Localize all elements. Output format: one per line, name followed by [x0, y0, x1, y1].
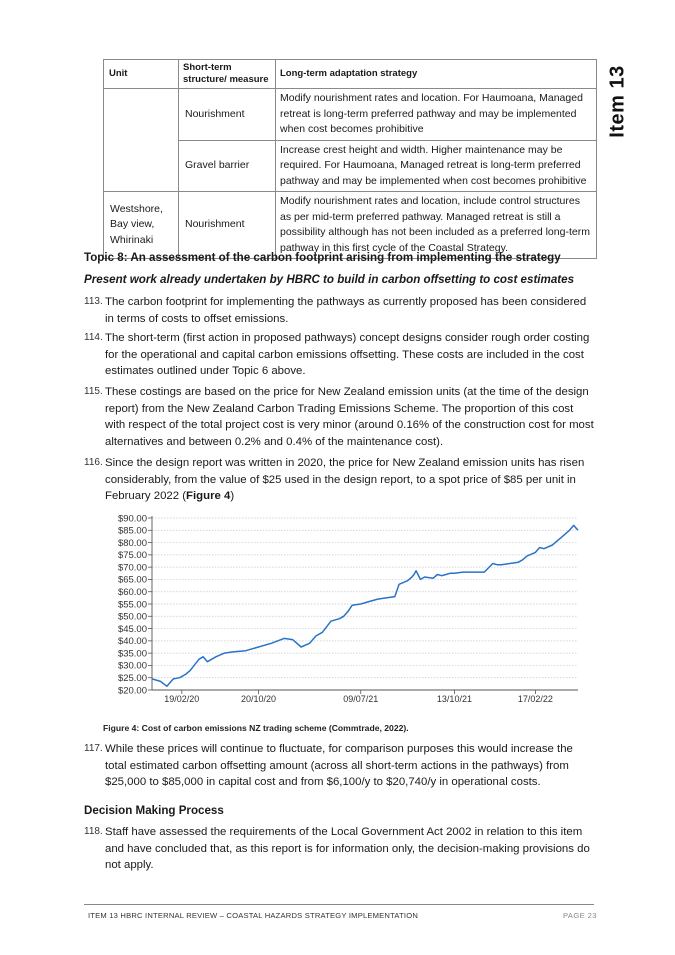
y-tick-label: $80.00	[117, 537, 147, 549]
paragraph-number: 113.	[84, 296, 103, 307]
measure-cell: Gravel barrier	[179, 140, 276, 192]
y-tick-label: $25.00	[117, 673, 147, 685]
y-tick-label: $60.00	[117, 587, 147, 599]
y-tick-label: $85.00	[117, 525, 147, 537]
topic8-subheading: Present work already undertaken by HBRC to build in carbon offsetting to cost estimates	[84, 273, 575, 286]
y-tick-label: $45.00	[117, 623, 147, 635]
x-tick-label: 09/07/21	[343, 694, 379, 704]
paragraph-114	[84, 330, 596, 380]
paragraph-text: These costings are based on the price for New Zealand emission units (at the time of the design report) from the New Zealand Carbon Trading Emissions Scheme. The proportion of this cost with respect of the total project cost is very minor (around 0.16% of the construction cost for most alternatives and between 0.2% and 0.4% of the maintenance cost).	[105, 386, 594, 448]
y-tick-label: $55.00	[117, 599, 147, 611]
strategy-cell: Increase crest height and width. Higher maintenance may be required. For Haumoana, Managed retreat is long-term preferred pathway and may be implemented when cost becomes prohibitive	[276, 140, 597, 192]
paragraph-text-end: )	[230, 490, 235, 502]
y-tick-label: $40.00	[117, 636, 147, 648]
paragraph-text: While these prices will continue to fluctuate, for comparison purposes this would increase the total estimated carbon offsetting amount (across all short-term actions in the pathways) from $25,000 to $85,000 in capital cost and from $6,100/y to $20,740/y in operational costs.	[105, 743, 573, 788]
price-line	[152, 525, 578, 686]
y-tick-label: $65.00	[117, 574, 147, 586]
figure-caption: Figure 4: Cost of carbon emissions NZ trading scheme (Commtrade, 2022).	[103, 723, 409, 733]
decision-heading: Decision Making Process	[84, 804, 224, 817]
measure-cell: Nourishment	[179, 192, 276, 259]
paragraph-number: 114.	[84, 332, 103, 343]
y-tick-label: $90.00	[117, 513, 147, 525]
paragraph-113	[84, 294, 596, 327]
y-tick-label: $70.00	[117, 562, 147, 574]
chart-x-axis	[152, 690, 578, 704]
x-tick-label: 19/02/20	[164, 694, 200, 704]
header-unit: Unit	[104, 60, 179, 89]
paragraph-117	[84, 741, 596, 791]
item-side-tab	[601, 66, 635, 136]
table-row	[104, 192, 597, 259]
chart-series	[152, 525, 578, 686]
x-tick-label: 17/02/22	[517, 694, 553, 704]
item-label: Item 13	[606, 64, 629, 138]
paragraph-text: The carbon footprint for implementing the pathways as currently proposed has been considered in terms of costs to offset emissions.	[105, 296, 587, 325]
paragraph-number: 118.	[84, 826, 103, 837]
paragraph-number: 115.	[84, 386, 103, 397]
paragraph-number: 116.	[84, 457, 103, 468]
table-row	[104, 89, 597, 141]
y-tick-label: $20.00	[117, 685, 147, 697]
strategy-cell: Modify nourishment rates and location, include control structures as per mid-term preferred pathway. Managed retreat is still a possibility although has not been included as a preferred long-term pathway in this first cycle of the Coastal Strategy.	[276, 192, 597, 259]
x-tick-label: 20/10/20	[240, 694, 277, 704]
paragraph-115	[84, 384, 596, 450]
paragraph-text	[105, 455, 596, 505]
footer-title: ITEM 13 HBRC INTERNAL REVIEW – COASTAL HAZARDS STRATEGY IMPLEMENTATION	[88, 911, 419, 920]
paragraph-116	[84, 455, 596, 505]
unit-cell-empty	[104, 89, 179, 192]
table-header-row	[104, 60, 597, 89]
paragraph-text-main: Since the design report was written in 2020, the price for New Zealand emission units has risen considerably, from the value of $25 used in the design report, to a spot price of $85 per unit in February 2022 (	[105, 457, 585, 502]
carbon-price-chart	[104, 508, 584, 710]
y-tick-label: $35.00	[117, 648, 147, 660]
y-tick-label: $50.00	[117, 611, 147, 623]
chart-y-axis	[118, 513, 152, 696]
strategy-cell: Modify nourishment rates and location. For Haumoana, Managed retreat is long-term preferred pathway and may be implemented when cost becomes prohibitive	[276, 89, 597, 141]
footer-page-number: PAGE 23	[563, 911, 597, 920]
header-short-term: Short-term structure/ measure	[179, 60, 276, 89]
y-tick-label: $30.00	[117, 660, 147, 672]
paragraph-118	[84, 824, 596, 874]
header-long-term: Long-term adaptation strategy	[276, 60, 597, 89]
figure-reference: Figure 4	[186, 490, 231, 502]
footer-divider	[84, 904, 594, 905]
y-tick-label: $75.00	[117, 550, 147, 562]
unit-cell: Westshore, Bay view, Whirinaki	[104, 192, 179, 259]
measure-cell: Nourishment	[179, 89, 276, 141]
strategy-table	[103, 59, 597, 259]
chart-gridlines	[152, 518, 578, 678]
topic8-heading: Topic 8: An assessment of the carbon footprint arising from implementing the strategy	[84, 251, 561, 264]
paragraph-number: 117.	[84, 743, 103, 754]
paragraph-text: The short-term (first action in proposed pathways) concept designs consider rough order costing for the operational and capital carbon emissions offsetting. These costs are included in the cost estimates outlined under Topic 6 above.	[105, 332, 590, 377]
x-tick-label: 13/10/21	[436, 694, 472, 704]
paragraph-text: Staff have assessed the requirements of the Local Government Act 2002 in relation to this item and have concluded that, as this report is for information only, the decision-making provisions do not apply.	[105, 826, 590, 871]
